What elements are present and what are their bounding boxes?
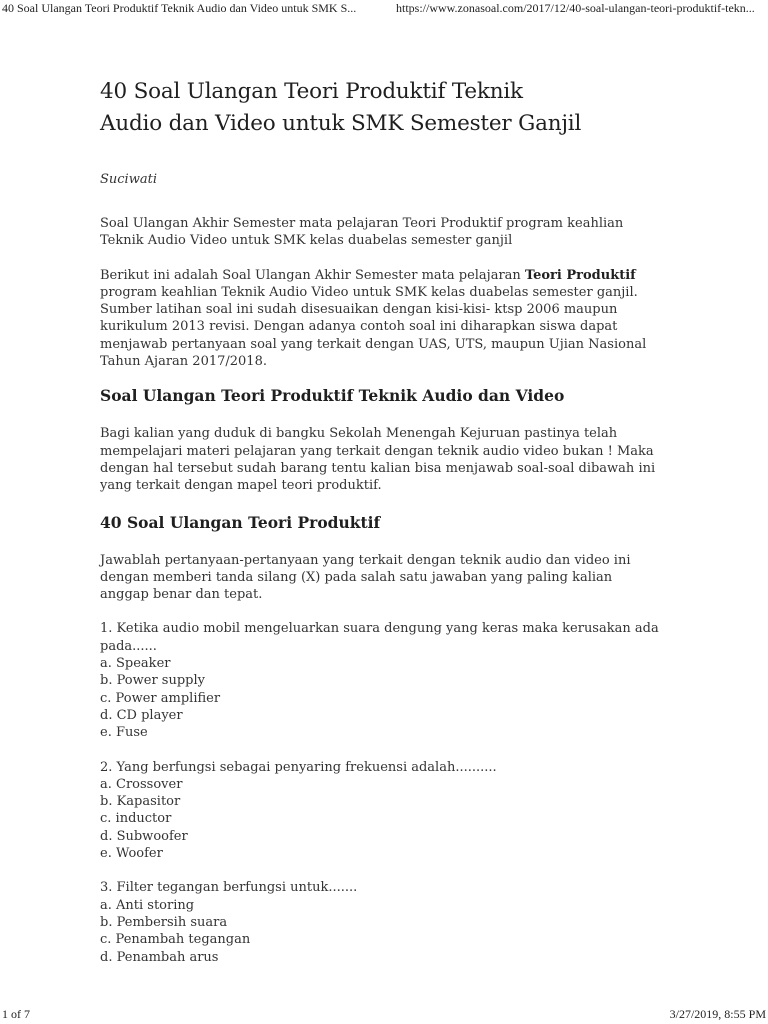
page-number: 1 of 7 [2, 1007, 30, 1021]
question-text: 3. Filter tegangan berfungsi untuk....... [100, 880, 358, 896]
answer-option: a. Crossover [100, 776, 183, 792]
author-name: Suciwati [100, 172, 157, 187]
subject-name: Teori Produktif [524, 267, 636, 283]
article-title-line1: 40 Soal Ulangan Teori Produktif Teknik [100, 79, 523, 104]
answer-option: b. Pembersih suara [100, 914, 228, 930]
section-paragraph-1: Bagi kalian yang duduk di bangku Sekolah Menengah Kejuruan pastinya telah mempelajari materi pelajaran yang terkait dengan teknik audio video bukan ! Maka dengan hal tersebut sudah barang tentu kalian bisa menjawab soal-soal dibawah ini yang terkait dengan mapel teori produktif. [100, 426, 656, 494]
question-text: 1. Ketika audio mobil mengeluarkan suara dengung yang keras maka kerusakan ada pada...... [100, 621, 659, 654]
answer-option: c. Penambah tegangan [100, 932, 251, 948]
answer-option: b. Power supply [100, 673, 205, 689]
description-text-start: Berikut ini adalah Soal Ulangan Akhir Semester mata pelajaran [100, 267, 525, 283]
print-header-title: 40 Soal Ulangan Teori Produktif Teknik Audio dan Video untuk SMK S... [2, 1, 357, 15]
intro-paragraph: Soal Ulangan Akhir Semester mata pelajaran Teori Produktif program keahlian Teknik Audio Video untuk SMK kelas duabelas semester ganjil [100, 216, 624, 249]
print-datetime: 3/27/2019, 8:55 PM [669, 1007, 766, 1021]
article-title [100, 76, 660, 140]
answer-option: d. CD player [100, 707, 183, 723]
description-paragraph [100, 267, 660, 371]
article [100, 76, 660, 966]
answer-option: d. Subwoofer [100, 828, 188, 844]
answer-option: d. Penambah arus [100, 949, 219, 965]
print-header [0, 0, 768, 18]
section-heading-2: 40 Soal Ulangan Teori Produktif [100, 512, 381, 532]
instructions-paragraph: Jawablah pertanyaan-pertanyaan yang terkait dengan teknik audio dan video ini dengan memberi tanda silang (X) pada salah satu jawaban yang paling kalian anggap benar dan tepat. [100, 552, 631, 603]
answer-option: b. Kapasitor [100, 794, 181, 810]
print-header-url: https://www.zonasoal.com/2017/12/40-soal-ulangan-teori-produktif-tekn... [396, 1, 755, 15]
section-heading-1: Soal Ulangan Teori Produktif Teknik Audio dan Video [100, 386, 565, 406]
article-title-line2: Audio dan Video untuk SMK Semester Ganjil [100, 111, 582, 136]
question-text: 2. Yang berfungsi sebagai penyaring frekuensi adalah.......... [100, 759, 497, 775]
print-footer [0, 1006, 768, 1024]
answer-option: a. Speaker [100, 656, 171, 672]
answer-option: c. Power amplifier [100, 690, 221, 706]
question-2 [100, 759, 660, 863]
answer-option: c. inductor [100, 811, 172, 827]
question-3 [100, 879, 660, 965]
answer-option: a. Anti storing [100, 897, 195, 913]
question-1 [100, 620, 660, 741]
answer-option: e. Fuse [100, 725, 148, 741]
answer-option: e. Woofer [100, 846, 163, 862]
description-text-end: program keahlian Teknik Audio Video untuk SMK kelas duabelas semester ganjil. Sumber latihan soal ini sudah disesuaikan dengan kisi-kisi- ktsp 2006 maupun kurikulum 2013 revisi. Dengan adanya contoh soal ini diharapkan siswa dapat menjawab pertanyaan soal yang terkait dengan UAS, UTS, maupun Ujian Nasional Tahun Ajaran 2017/2018. [100, 284, 647, 370]
